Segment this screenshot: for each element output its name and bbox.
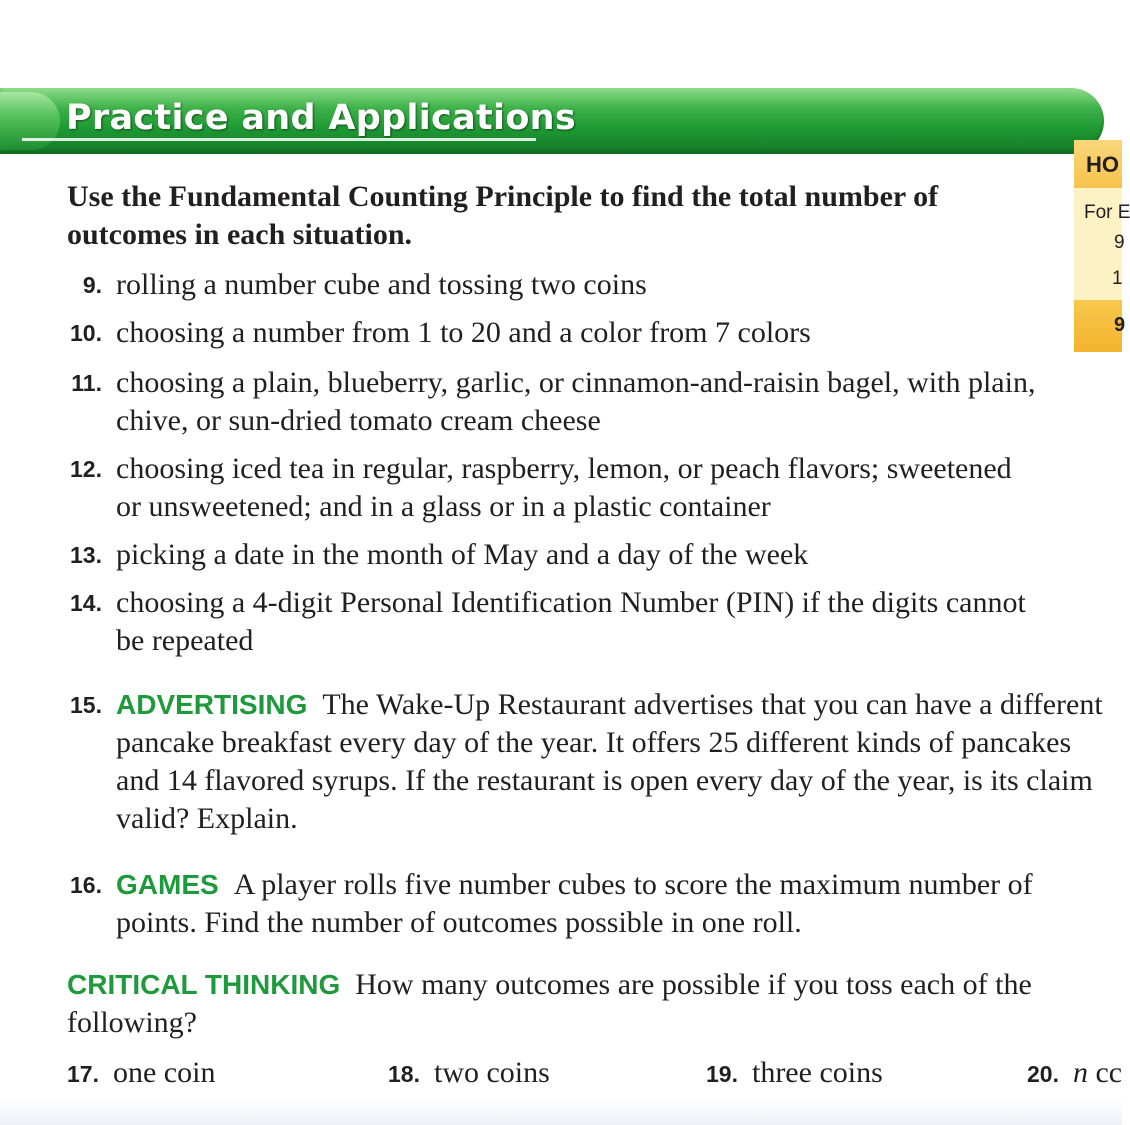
exercise-text: cc (1095, 1056, 1123, 1089)
exercise-text: choosing iced tea in regular, raspberry, lemon, or peach flavors; sweetened or unsweetened; and in a glass or in a plastic container (116, 452, 1012, 523)
banner-cap (0, 92, 60, 150)
topic-keyword: GAMES (116, 869, 219, 900)
exercise-16 (30, 866, 1122, 942)
critical-thinking-text: How many outcomes are possible if you toss each of the following? (67, 968, 1032, 1039)
topic-keyword: ADVERTISING (116, 689, 308, 720)
critical-thinking (67, 966, 1107, 1042)
exercise-text: three coins (751, 1056, 883, 1089)
exercise-19 (706, 1054, 883, 1093)
exercise-text (116, 866, 1116, 942)
exercise-17 (67, 1054, 215, 1093)
exercise-text: two coins (433, 1056, 550, 1089)
exercise-number: 19. (706, 1061, 738, 1087)
exercise-number: 14. (70, 590, 102, 616)
exercise-number: 15. (70, 692, 102, 718)
exercise-number: 9. (82, 272, 102, 298)
exercise-text: choosing a plain, blueberry, garlic, or cinnamon-and-raisin bagel, with plain, chive, or sun-dried tomato cream cheese (116, 366, 1036, 437)
section-title: Practice and Applications (66, 98, 577, 138)
exercise-13 (30, 536, 1122, 574)
exercise-11 (30, 364, 1122, 440)
variable-n: n (1072, 1056, 1088, 1089)
exercise-number: 20. (1027, 1061, 1059, 1087)
exercise-number: 17. (67, 1061, 99, 1087)
title-underline (22, 138, 536, 141)
exercise-text: choosing a number from 1 to 20 and a color from 7 colors (116, 316, 811, 349)
exercise-number: 11. (71, 370, 102, 396)
page-bottom-edge (0, 1098, 1122, 1125)
exercise-9 (30, 266, 1122, 304)
exercise-15 (30, 686, 1122, 838)
exercise-12 (30, 450, 1122, 526)
sidebar-header (1074, 140, 1122, 188)
exercise-10 (30, 314, 1122, 352)
exercise-18 (388, 1054, 550, 1093)
exercise-number: 12. (70, 456, 102, 482)
sidebar-line-3: 1 (1112, 268, 1123, 289)
exercise-text: rolling a number cube and tossing two coins (116, 268, 647, 301)
exercise-number: 10. (70, 320, 102, 346)
problem-body: A player rolls five number cubes to score the maximum number of points. Find the number of outcomes possible in one roll. (116, 868, 1033, 939)
exercise-number: 13. (70, 542, 102, 568)
sidebar-header-text: HO (1086, 152, 1119, 177)
problem-body: The Wake-Up Restaurant advertises that you can have a different pancake breakfast every day of the year. It offers 25 different kinds of pancakes and 14 flavored syrups. If the restaurant is open every day of the year, is its claim valid? Explain. (116, 688, 1103, 835)
exercise-text (116, 686, 1116, 838)
exercise-text: picking a date in the month of May and a day of the week (116, 538, 809, 571)
exercise-number: 16. (70, 872, 102, 898)
sidebar-footer-text: 9 (1114, 314, 1126, 336)
exercise-20 (1027, 1054, 1122, 1093)
sidebar-line-2: 9 (1114, 232, 1125, 253)
critical-thinking-keyword: CRITICAL THINKING (67, 969, 341, 1000)
instructions: Use the Fundamental Counting Principle to find the total number of outcomes in each situation. (67, 180, 939, 251)
sidebar-line-1: For E (1084, 202, 1130, 223)
exercise-14 (30, 584, 1122, 660)
exercise-number: 18. (388, 1061, 420, 1087)
exercise-text: choosing a 4-digit Personal Identification Number (PIN) if the digits cannot be repeated (116, 586, 1026, 657)
exercise-text: one coin (112, 1056, 216, 1089)
